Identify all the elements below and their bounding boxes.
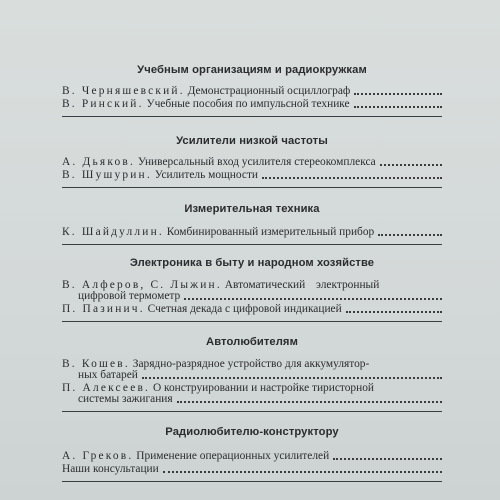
entry-author: А. Греков. [62,450,134,462]
entry-author: П. Алексеев. [62,382,151,394]
entry-author: В. Ринский. [62,98,144,110]
entry-title: Усилитель мощности [154,169,259,181]
entry-title: Наши консультации [62,463,159,475]
toc-entry [62,86,442,97]
entry-author: В. Алферов, С. Лыжин. [62,279,222,291]
dot-leader [262,176,442,179]
section-heading: Электроника в быту и народном хозяйстве [129,257,375,269]
section-heading: Усилители низкой частоты [176,135,328,147]
entry-author: В. Кошев. [62,358,130,370]
entry-author: В. Черняшевский. [62,85,185,97]
section-divider [62,116,442,117]
toc-entry [62,227,442,238]
entry-title: Универсальный вход усилителя стереокомплекса [137,156,376,168]
toc-entry [62,157,442,168]
entry-title-continued: цифровой термометр [78,290,181,302]
entry-title: О конструировании и настройке тиристорной [152,382,375,394]
toc-entry-continuation [62,291,442,302]
toc-entry [62,451,442,462]
dot-leader [177,400,442,403]
entry-title: Зарядно-разрядное устройство для аккумулятор- [132,358,370,370]
entry-title: Автоматический электронный [224,279,380,291]
toc-entry-continuation [62,370,442,381]
section-divider [62,321,442,322]
section-heading: Измерительная техника [184,203,320,215]
dot-leader [354,92,442,95]
dot-leader [378,233,442,236]
section-divider [62,187,442,188]
dot-leader [333,457,442,460]
entry-author: В. Шушурин. [62,169,152,181]
entry-author: П. Пазинич. [62,303,145,315]
toc-section [62,336,442,412]
entry-title: Применение операционных усилителей [136,450,330,462]
table-of-contents [62,64,442,482]
toc-section [62,257,442,322]
dot-leader [163,470,442,473]
entry-title: Демонстрационный осциллограф [187,85,351,97]
entry-author: К. Шайдуллин. [62,226,164,238]
toc-entry-continuation [62,394,442,405]
entry-title-continued: системы зажигания [78,393,173,405]
entry-title-continued: ных батарей [78,369,138,381]
section-divider [62,244,442,245]
toc-section [62,203,442,245]
section-divider [62,481,442,482]
section-heading: Радиолюбителю-конструктору [165,426,339,438]
section-heading: Учебным организациям и радиокружкам [137,64,367,76]
entry-title: Счетная декада с цифровой индикацией [147,303,342,315]
dot-leader [354,105,442,108]
toc-section [62,426,442,482]
entry-author: А. Дьяков. [62,156,136,168]
dot-leader [346,310,442,313]
toc-entry [62,170,442,181]
toc-section [62,135,442,188]
toc-entry [62,99,442,110]
toc-section [62,64,442,117]
toc-entry [62,304,442,315]
section-heading: Автолюбителям [206,336,298,348]
entry-title: Комбинированный измерительный прибор [166,226,375,238]
entry-title: Учебные пособия по импульсной технике [146,98,350,110]
toc-entry [62,464,442,475]
dot-leader [184,297,442,300]
dot-leader [380,163,442,166]
section-divider [62,411,442,412]
dot-leader [142,376,442,379]
